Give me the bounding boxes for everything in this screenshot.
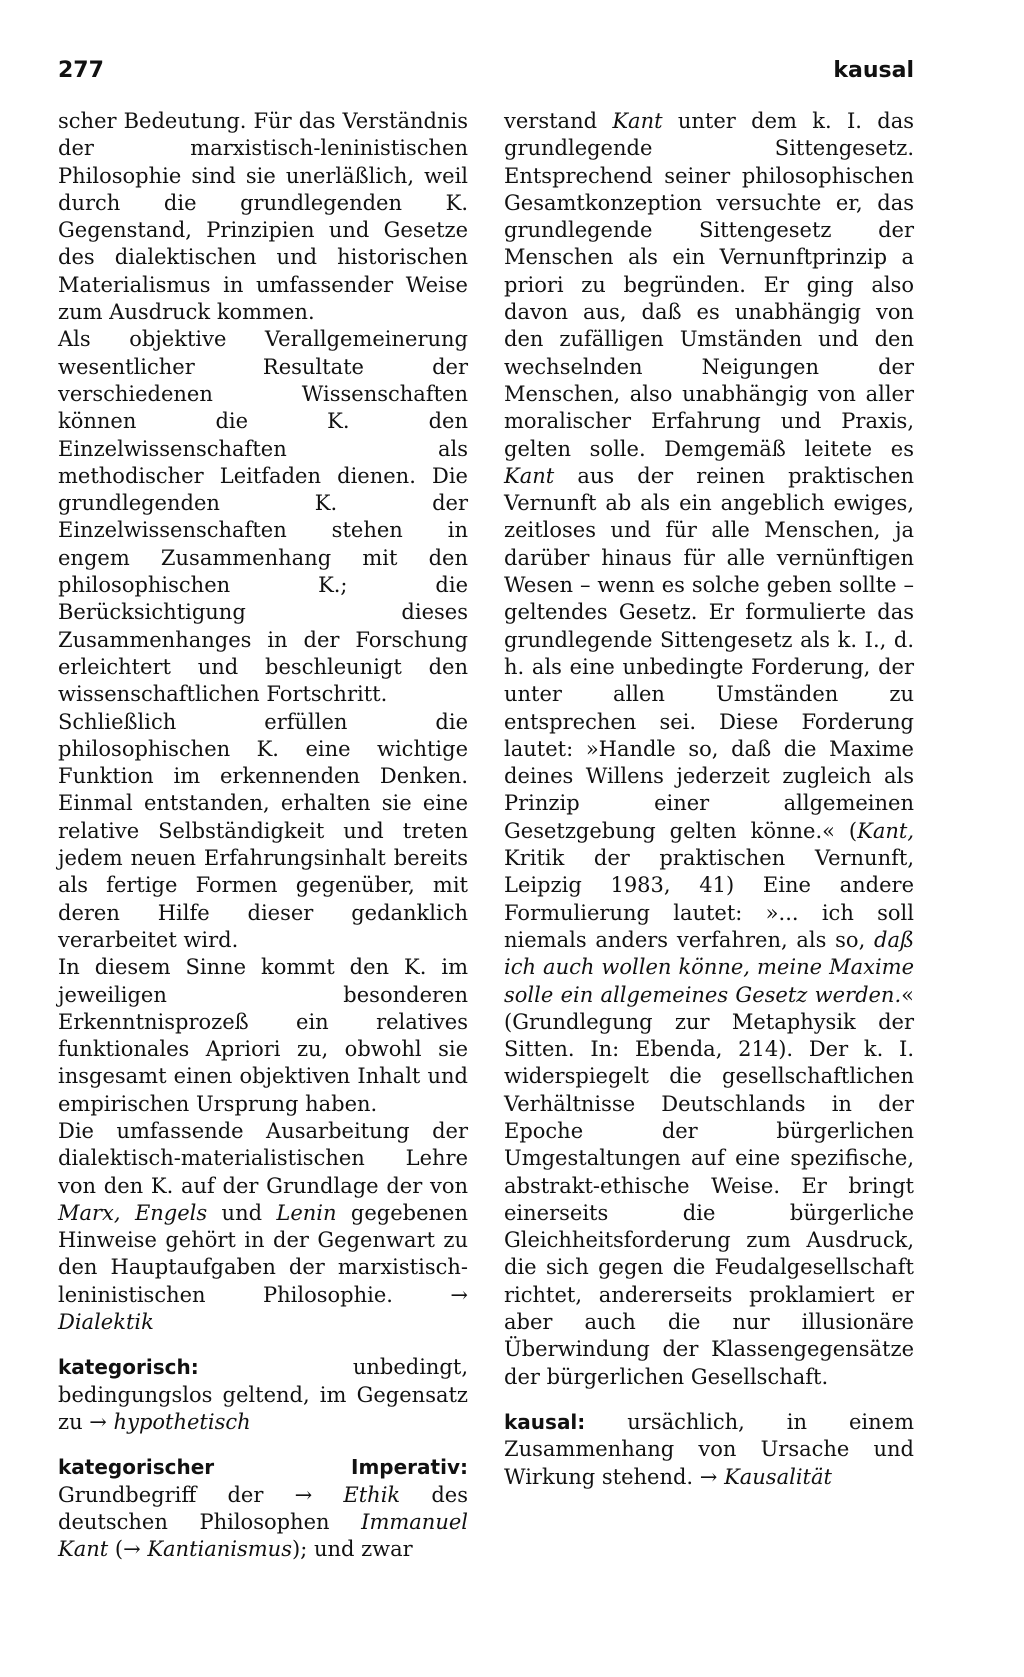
dictionary-entry-kategorisch: kategorisch: unbedingt, bedingungslos geltend, im Gegensatz zu → hypothetisch — [58, 1355, 468, 1434]
cross-reference-arrow-icon: → — [699, 1464, 718, 1489]
cross-reference-arrow-icon: → — [450, 1282, 468, 1307]
cross-reference-link[interactable]: Dialektik — [58, 1310, 154, 1335]
running-head-keyword: kausal — [833, 58, 914, 83]
person-reference: Immanuel Kant — [58, 1509, 468, 1562]
cross-reference-arrow-icon: → — [89, 1409, 107, 1434]
entry-headword: kategorisch: — [58, 1355, 199, 1380]
person-reference: Kant — [612, 109, 663, 133]
left-column — [58, 108, 468, 1563]
entry-headword: kategorischer Imperativ: — [58, 1455, 468, 1480]
cross-reference-link[interactable]: Kantianismus — [140, 1537, 292, 1562]
paragraph: Als objektive Verallgemeinerung wesentlicher Resultate der verschiedenen Wissenschaften können die K. den Einzelwissenschaften als methodischer Leitfaden dienen. Die grundlegenden K. der Einzelwissenschaften stehen in engem Zusammenhang mit den philosophischen K.; die Berücksichtigung dieses Zusammenhanges in der Forschung erleichtert und beschleunigt den wissenschaftlichen Fortschritt. — [58, 327, 468, 707]
person-reference: Marx, Engels — [58, 1200, 208, 1225]
cross-reference-arrow-icon: → — [123, 1537, 141, 1562]
cross-reference-link[interactable]: hypothetisch — [106, 1409, 251, 1434]
person-reference: Kant — [504, 463, 555, 488]
page-number: 277 — [58, 58, 104, 83]
paragraph: Schließlich erfüllen die philosophischen K. eine wichtige Funktion im erkennenden Denken. Einmal entstanden, erhalten sie eine relative Selbständigkeit und treten jedem neuen Erfahrungsinhalt bereits als fertige Formen gegenüber, mit deren Hilfe dieser gedanklich verarbeitet wird. — [58, 709, 468, 952]
dictionary-entry-kategorischer-imperativ: kategorischer Imperativ: Grundbegriff der → Ethik des deutschen Philosophen Immanuel Kant (→ Kantianismus); und zwar — [58, 1455, 468, 1562]
cross-reference-arrow-icon: → — [294, 1482, 313, 1507]
right-column — [504, 108, 914, 1491]
paragraph: In diesem Sinne kommt den K. im jeweiligen besonderen Erkenntnisprozeß ein relatives funktionales Apriori zu, obwohl sie insgesamt einen objektiven Inhalt und empirischen Ursprung haben. — [58, 955, 468, 1116]
paragraph: scher Bedeutung. Für das Verständnis der marxistisch-leninistischen Philosophie sind sie unerläßlich, weil durch die grundlegenden K. Gegenstand, Prinzipien und Gesetze des dialektischen und historischen Materialismus in umfassender Weise zum Ausdruck kommen. — [58, 109, 468, 325]
paragraph: Die umfassende Ausarbeitung der dialektisch-materialistischen Lehre von den K. auf der Grundlage der von Marx, Engels und Lenin gegebenen Hinweise gehört in der Gegenwart zu den Hauptaufgaben der marxistisch-leninistischen Philosophie. → Dialektik — [58, 1118, 469, 1335]
paragraph: verstand Kant unter dem k. I. das grundlegende Sittengesetz. Entsprechend seiner philosophischen Gesamtkonzeption versuchte er, das grundlegende Sittengesetz der Menschen als ein Vernunftprinzip a priori zu begründen. Er ging also davon aus, daß es unabhängig von den zufälligen Umständen und den wechselnden Neigungen der Menschen, also unabhängig von aller moralischer Erfahrung und Praxis, gelten solle. Demgemäß leitete es Kant aus der reinen praktischen Vernunft ab als ein angeblich ewiges, zeitloses und für alle Menschen, ja darüber hinaus für alle vernünftigen Wesen – wenn es solche geben sollte – geltendes Gesetz. Er formulierte das grundlegende Sittengesetz als k. I., d. h. als eine unbedingte Forderung, der unter allen Umständen zu entsprechen sei. Diese Forderung lautet: »Handle so, daß die Maxime deines Willens jederzeit zugleich als Prinzip einer allgemeinen Gesetzgebung gelten könne.« (Kant, Kritik der praktischen Vernunft, Leipzig 1983, 41) Eine andere Formulierung lautet: »... ich soll niemals anders verfahren, als so, daß ich auch wollen könne, meine Maxime solle ein allgemeines Gesetz werden.« (Grundlegung zur Metaphysik der Sitten. In: Ebenda, 214). Der k. I. widerspiegelt die gesellschaftlichen Verhältnisse Deutschlands in der Epoche der bürgerlichen Umgestaltungen auf eine spezifische, abstrakt-ethische Weise. Er bringt einerseits die bürgerliche Gleichheitsforderung zum Ausdruck, die sich gegen die Feudalgesellschaft richtet, andererseits proklamiert er aber auch die nur illusionäre Überwindung der Klassengegensätze der bürgerlichen Gesellschaft. — [504, 109, 914, 1389]
dictionary-entry-kausal: kausal: ursächlich, in einem Zusammenhang von Ursache und Wirkung stehend. → Kausalität — [504, 1409, 914, 1489]
cross-reference-link[interactable]: Kausalität — [717, 1464, 832, 1489]
person-reference: Lenin — [276, 1200, 337, 1225]
cross-reference-link[interactable]: Ethik — [312, 1482, 401, 1507]
entry-headword: kausal: — [504, 1409, 586, 1434]
person-reference: Kant, — [857, 818, 914, 843]
page-header — [58, 58, 914, 88]
quotation: daß ich auch wollen könne, meine Maxime solle ein allgemeines Gesetz werden. — [504, 927, 914, 1007]
